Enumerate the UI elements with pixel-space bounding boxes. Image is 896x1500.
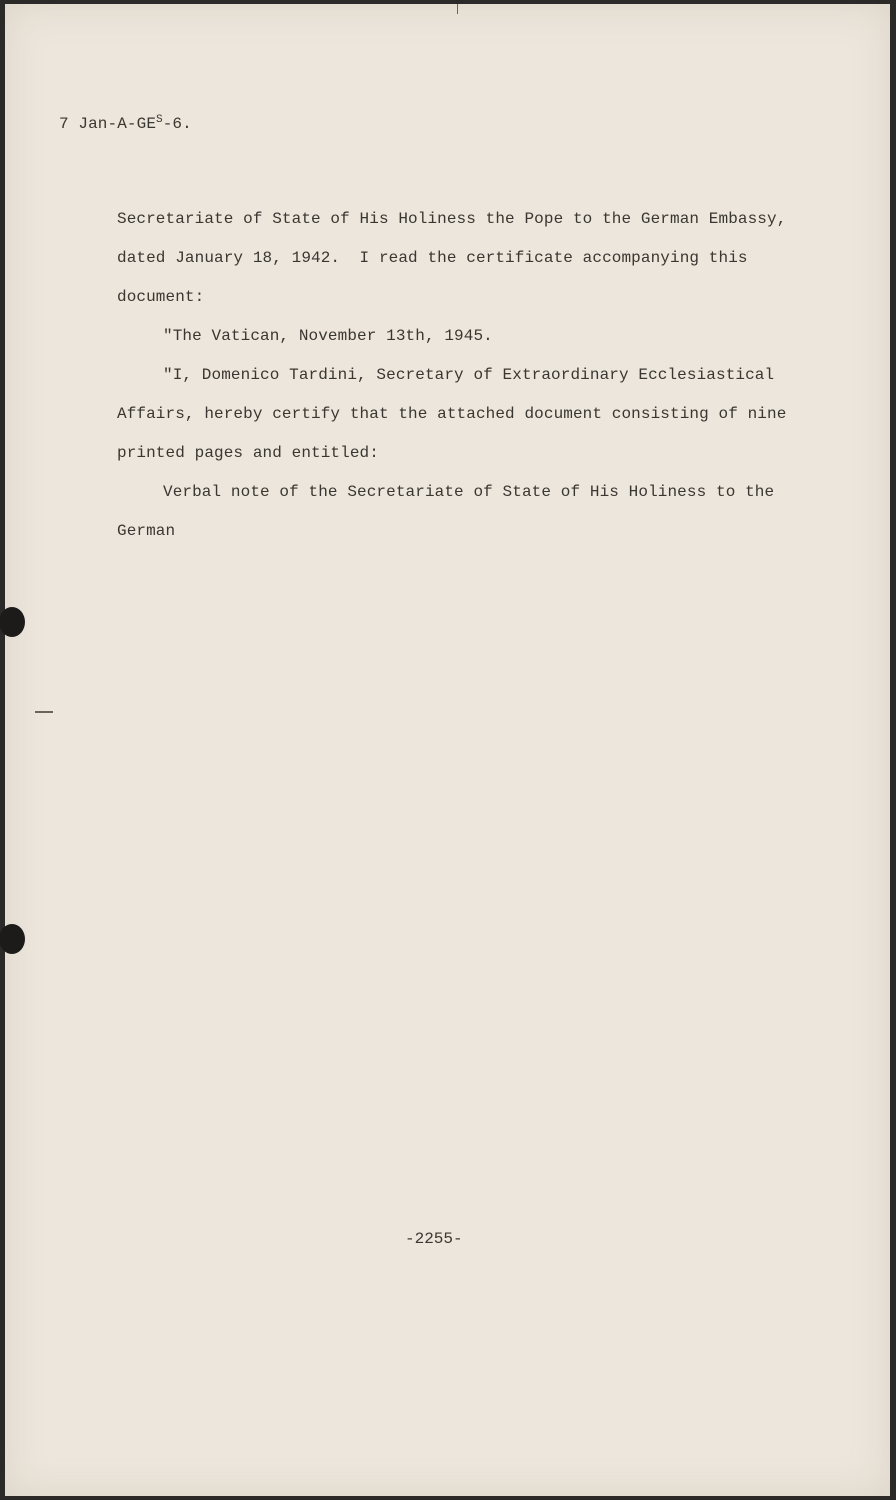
text-line-9: German xyxy=(117,522,176,540)
text-line-2: dated January 18, 1942. I read the certificate accompanying this xyxy=(117,249,748,267)
header-code: Jan-A-GE xyxy=(78,115,157,133)
document-reference-header xyxy=(59,114,192,133)
text-line-4: "The Vatican, November 13th, 1945. xyxy=(163,327,493,345)
page-number: -2255- xyxy=(405,1230,463,1248)
text-line-7: printed pages and entitled: xyxy=(117,444,379,462)
binder-hole-top xyxy=(0,607,25,637)
top-edge-mark xyxy=(457,4,458,14)
text-line-6: Affairs, hereby certify that the attached document consisting of nine xyxy=(117,405,787,423)
header-superscript: S xyxy=(156,114,163,126)
text-line-3: document: xyxy=(117,288,205,306)
text-line-8: Verbal note of the Secretariate of State of His Holiness to the xyxy=(163,483,775,501)
binder-hole-bottom xyxy=(0,924,25,954)
text-line-1: Secretariate of State of His Holiness the Pope to the German Embassy, xyxy=(117,210,787,228)
text-line-5: "I, Domenico Tardini, Secretary of Extraordinary Ecclesiastical xyxy=(163,366,775,384)
margin-mark xyxy=(35,711,53,713)
document-page xyxy=(5,4,890,1496)
header-suffix: -6. xyxy=(162,115,192,133)
header-prefix: 7 xyxy=(59,115,69,133)
